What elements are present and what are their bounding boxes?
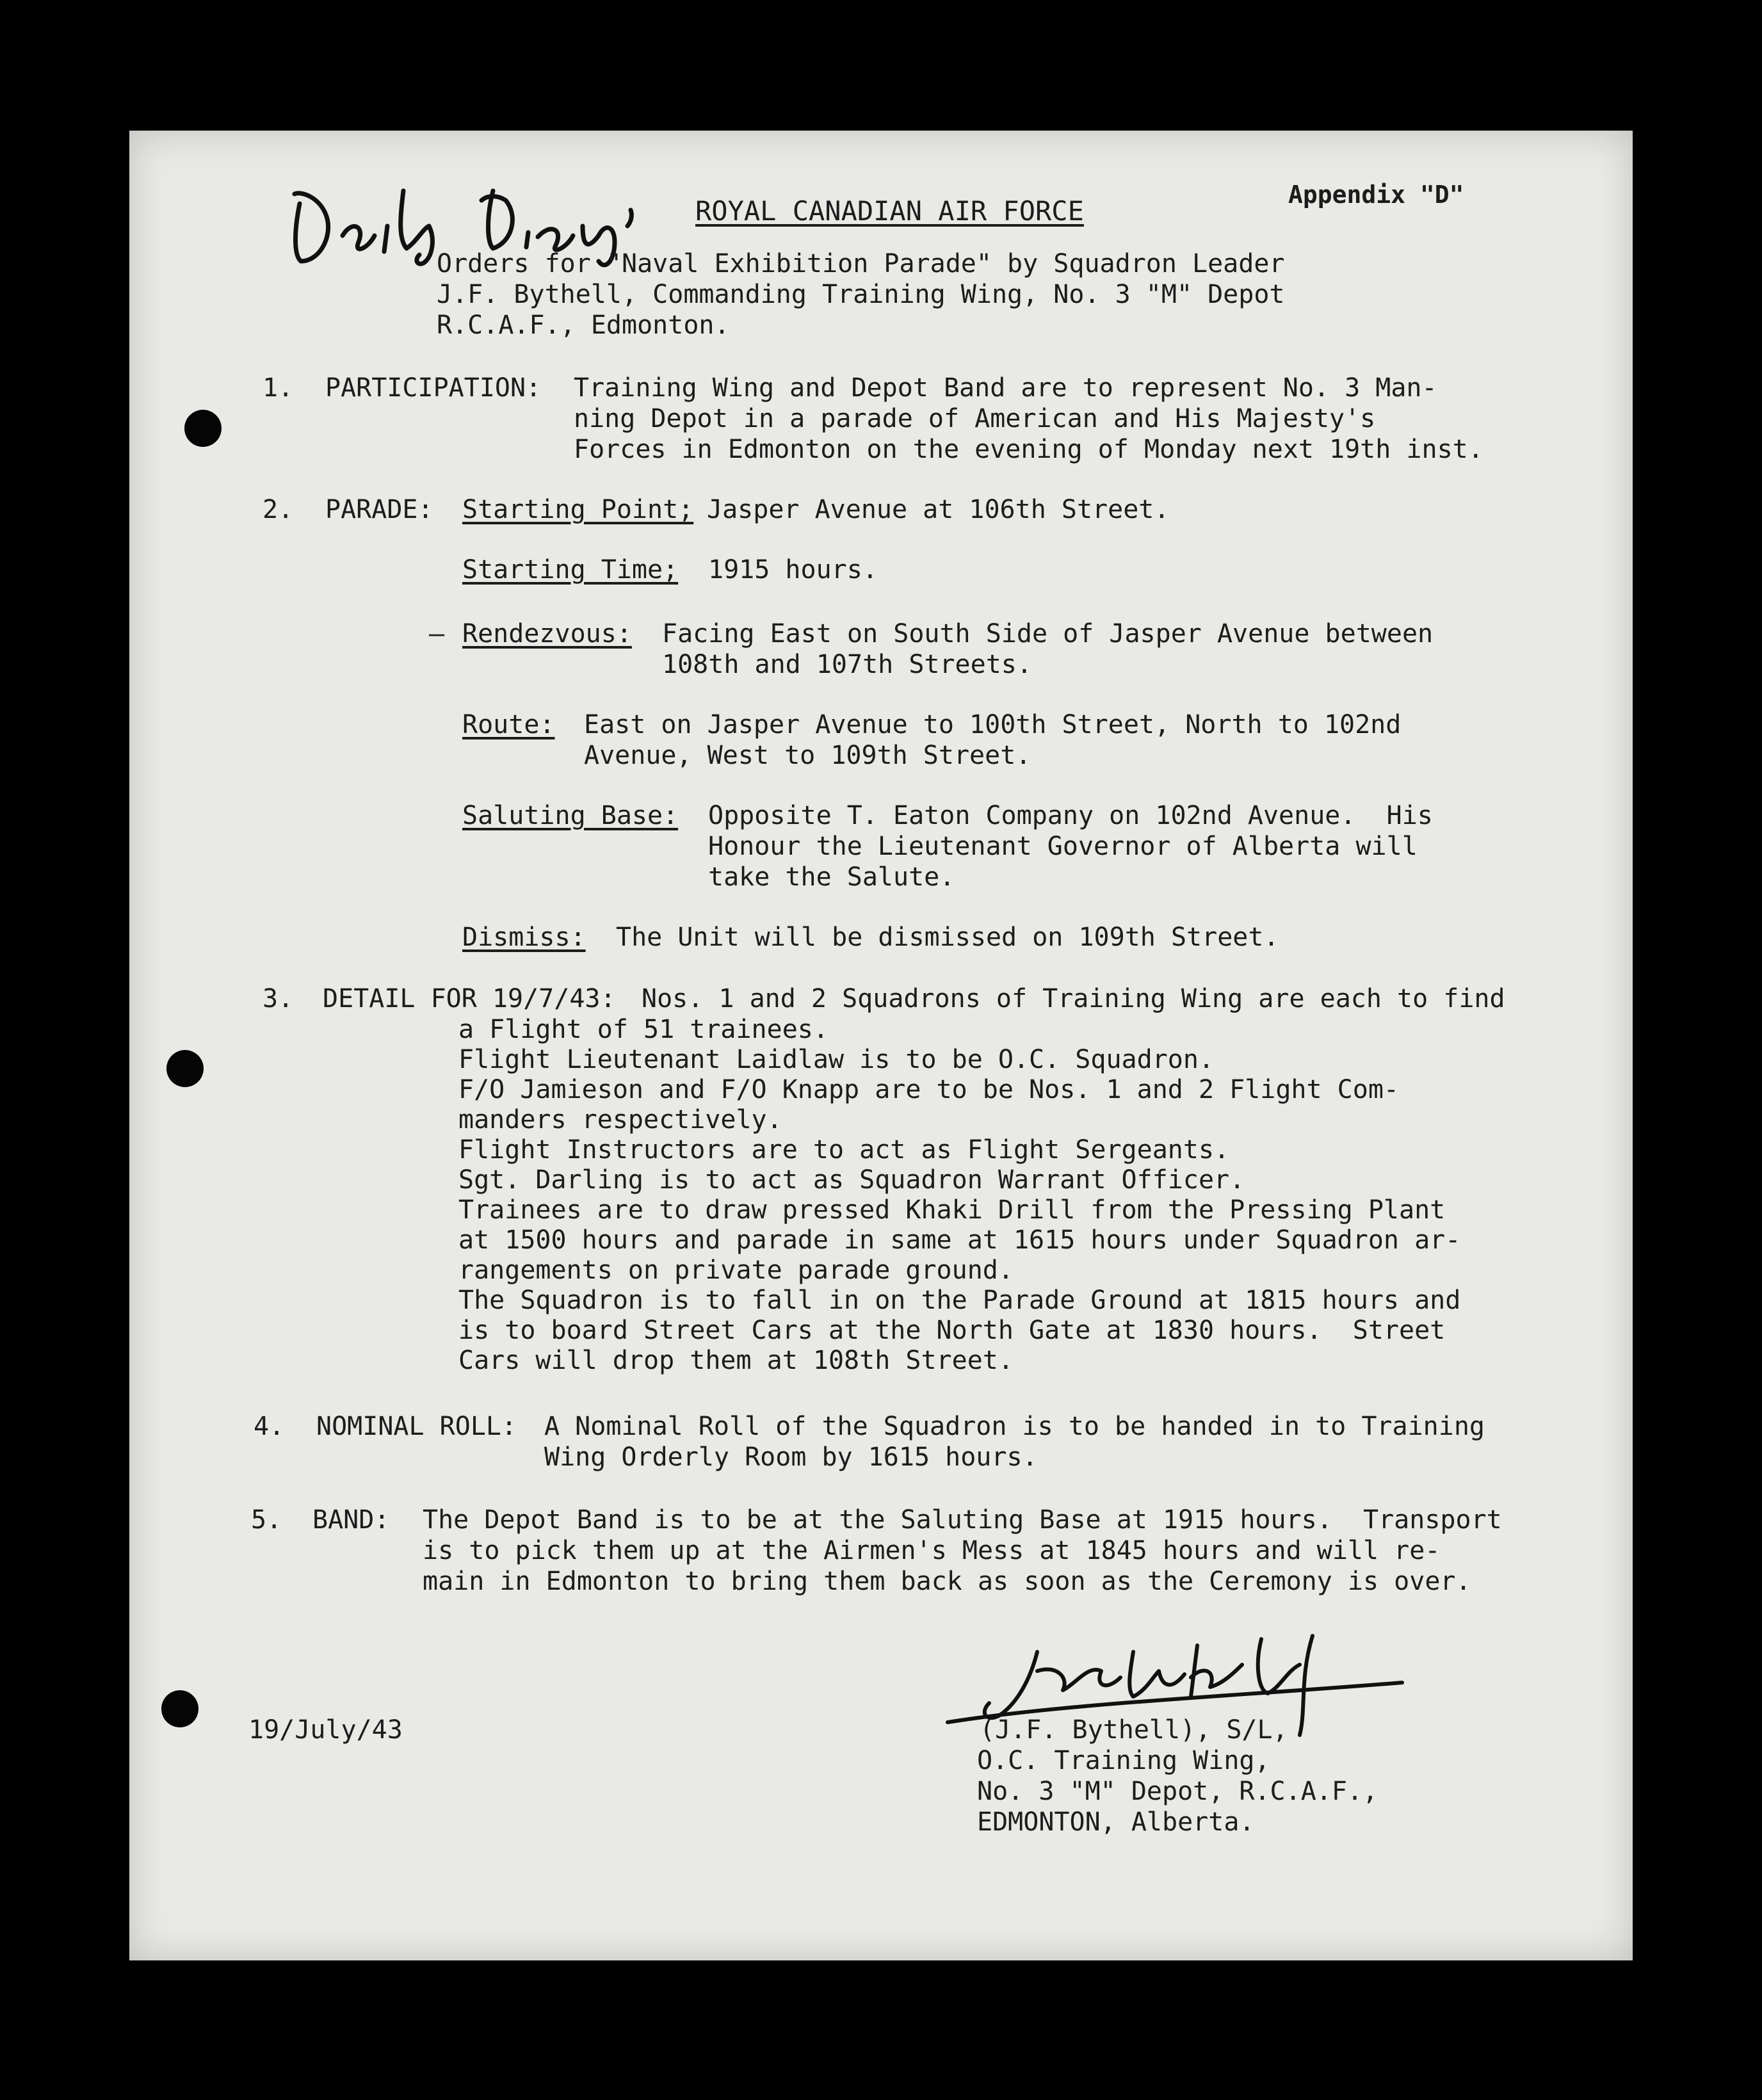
starting-time-text: 1915 hours.: [708, 555, 878, 585]
starting-point-text: Jasper Avenue at 106th Street.: [707, 495, 1170, 524]
section-5-line-3: main in Edmonton to bring them back as soon as the Ceremony is over.: [423, 1567, 1471, 1596]
document-date: 19/July/43: [248, 1715, 403, 1745]
subtitle-line-2: J.F. Bythell, Commanding Training Wing, No. 3 "M" Depot: [437, 280, 1285, 309]
section-2-label: PARADE:: [325, 495, 433, 524]
section-3-line-12: Cars will drop them at 108th Street.: [458, 1346, 1014, 1375]
section-3-line-11: is to board Street Cars at the North Gate at 1830 hours. Street: [458, 1316, 1446, 1345]
section-1-line-2: ning Depot in a parade of American and His Majesty's: [574, 404, 1376, 433]
punch-hole-middle: [166, 1050, 204, 1087]
route-line-2: Avenue, West to 109th Street.: [584, 741, 1031, 770]
section-5-line-2: is to pick them up at the Airmen's Mess at 1845 hours and will re-: [423, 1536, 1441, 1565]
rendezvous-label: Rendezvous:: [462, 619, 632, 649]
section-5-label: BAND:: [312, 1505, 390, 1535]
punch-hole-bottom: [161, 1690, 198, 1727]
signature-line-2: O.C. Training Wing,: [977, 1746, 1270, 1775]
signature-line-3: No. 3 "M" Depot, R.C.A.F.,: [977, 1777, 1378, 1806]
section-1-number: 1.: [263, 373, 294, 403]
subtitle-line-1: Orders for "Naval Exhibition Parade" by Squadron Leader: [437, 249, 1285, 279]
section-5-number: 5.: [251, 1505, 282, 1535]
handwritten-note: Daily Diary: [282, 165, 286, 166]
rendezvous-line-2: 108th and 107th Streets.: [662, 650, 1032, 679]
section-3-label: DETAIL FOR 19/7/43:: [323, 984, 616, 1014]
section-1-label: PARTICIPATION:: [325, 373, 542, 403]
punch-hole-top: [184, 410, 222, 447]
subtitle-line-3: R.C.A.F., Edmonton.: [437, 311, 730, 340]
section-4-line-1: A Nominal Roll of the Squadron is to be handed in to Training: [544, 1412, 1485, 1441]
section-3-line-2: Flight Lieutenant Laidlaw is to be O.C. Squadron.: [458, 1045, 1215, 1074]
section-3-line-7: Trainees are to draw pressed Khaki Drill from the Pressing Plant: [458, 1195, 1446, 1225]
section-1-line-3: Forces in Edmonton on the evening of Monday next 19th inst.: [574, 435, 1483, 464]
rendezvous-line-1: Facing East on South Side of Jasper Avenue between: [662, 619, 1434, 649]
route-label: Route:: [462, 710, 555, 739]
section-3-line-3: F/O Jamieson and F/O Knapp are to be Nos. 1 and 2 Flight Com-: [458, 1075, 1400, 1104]
section-3-line-1: a Flight of 51 trainees.: [458, 1015, 828, 1044]
saluting-base-line-2: Honour the Lieutenant Governor of Alberta will: [708, 832, 1418, 861]
rendezvous-mark: —: [429, 619, 445, 649]
section-2-number: 2.: [263, 495, 294, 524]
saluting-base-line-1: Opposite T. Eaton Company on 102nd Avenue. His: [708, 801, 1433, 830]
section-3-line-9: rangements on private parade ground.: [458, 1256, 1014, 1285]
section-5-line-1: The Depot Band is to be at the Saluting Base at 1915 hours. Transport: [423, 1505, 1502, 1535]
section-3-line-6: Sgt. Darling is to act as Squadron Warrant Officer.: [458, 1165, 1245, 1195]
saluting-base-line-3: take the Salute.: [708, 862, 955, 892]
saluting-base-label: Saluting Base:: [462, 801, 679, 830]
section-4-line-2: Wing Orderly Room by 1615 hours.: [544, 1442, 1038, 1472]
starting-point-label: Starting Point;: [462, 495, 694, 524]
signature-line-1: (J.F. Bythell), S/L,: [980, 1715, 1288, 1745]
starting-time-label: Starting Time;: [462, 555, 679, 585]
section-1-line-1: Training Wing and Depot Band are to represent No. 3 Man-: [574, 373, 1437, 403]
appendix-label: Appendix "D": [1288, 181, 1464, 209]
section-4-number: 4.: [254, 1412, 285, 1441]
section-3-line-5: Flight Instructors are to act as Flight Sergeants.: [458, 1135, 1230, 1165]
section-3-line-8: at 1500 hours and parade in same at 1615 hours under Squadron ar-: [458, 1225, 1461, 1255]
document-title: ROYAL CANADIAN AIR FORCE: [695, 195, 1084, 227]
dismiss-text: The Unit will be dismissed on 109th Street.: [616, 923, 1279, 952]
section-3-first-line: Nos. 1 and 2 Squadrons of Training Wing are each to find: [642, 984, 1505, 1014]
section-3-line-10: The Squadron is to fall in on the Parade Ground at 1815 hours and: [458, 1286, 1461, 1315]
section-4-label: NOMINAL ROLL:: [316, 1412, 517, 1441]
section-3-line-4: manders respectively.: [458, 1105, 782, 1135]
section-3-number: 3.: [263, 984, 294, 1014]
signature-line-4: EDMONTON, Alberta.: [977, 1807, 1255, 1837]
dismiss-label: Dismiss:: [462, 923, 586, 952]
route-line-1: East on Jasper Avenue to 100th Street, North to 102nd: [584, 710, 1402, 739]
